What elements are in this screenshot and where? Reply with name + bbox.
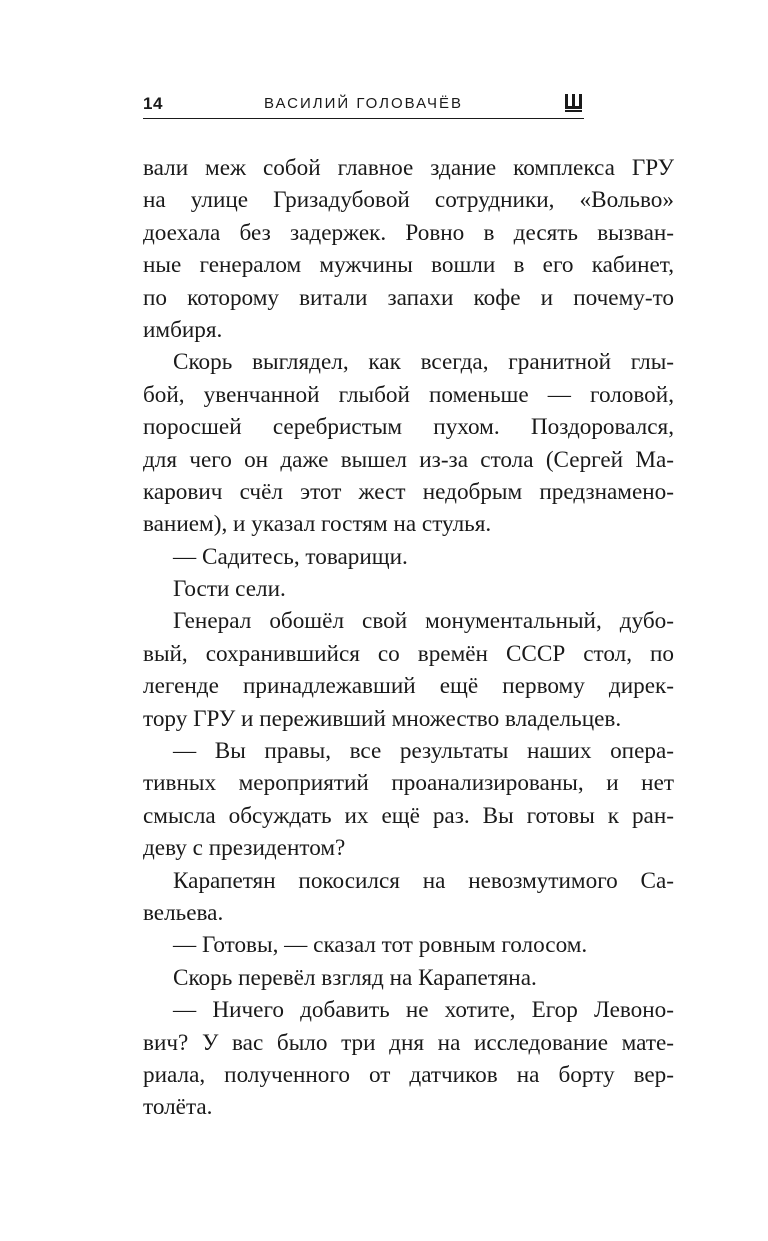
text-line: тору ГРУ и переживший множество владельцев. [143,705,622,732]
text-line: бой, увенчанной глыбой поменьше — головой, [143,381,674,408]
text-line: толёта. [143,1094,213,1121]
body-text [143,152,674,1124]
text-line: карович счёл этот жест недобрым предзнамено- [143,478,674,505]
text-line: доехала без задержек. Ровно в десять вызван- [143,219,674,246]
text-line: вый, сохранившийся со времён СССР стол, по [143,640,674,667]
text-line: — Садитесь, товарищи. [173,543,408,570]
running-header [143,90,584,119]
text-line: Карапетян покосился на невозмутимого Са- [173,867,674,894]
text-line: вич? У вас было три дня на исследование мате- [143,1029,674,1056]
text-line: легенде принадлежавший ещё первому дирек- [143,673,674,700]
text-line: — Вы правы, все результаты наших опера- [173,738,674,765]
text-line: ные генералом мужчины вошли в его кабинет, [143,252,674,279]
text-line: Скорь выглядел, как всегда, гранитной глы- [173,349,674,376]
text-line: смысла обсуждать их ещё раз. Вы готовы к ран- [143,802,674,829]
text-line: деву с президентом? [143,835,346,862]
text-line: — Ничего добавить не хотите, Егор Левоно- [173,997,674,1024]
publisher-logo-icon [564,92,584,112]
text-line: поросшей серебристым пухом. Поздоровался, [143,414,674,441]
text-line: Генерал обошёл свой монументальный, дубо- [173,608,674,635]
text-line: — Готовы, — сказал тот ровным голосом. [173,932,588,959]
text-line: тивных мероприятий проанализированы, и нет [143,770,674,797]
text-line: на улице Гризадубовой сотрудники, «Вольво» [143,187,674,214]
text-line: ванием), и указал гостям на стулья. [143,511,492,538]
page-number: 14 [143,94,163,113]
text-line: имбиря. [143,316,223,343]
text-line: по которому витали запахи кофе и почему-то [143,284,674,311]
text-line: вали меж собой главное здание комплекса ГРУ [143,155,674,181]
author-name: ВАСИЛИЙ ГОЛОВАЧЁВ [263,95,463,112]
text-line: Гости сели. [173,576,286,603]
text-line: Скорь перевёл взгляд на Карапетяна. [173,964,537,991]
text-line: риала, полученного от датчиков на борту вер- [143,1061,674,1088]
text-line: для чего он даже вышел из-за стола (Сергей Ма- [143,446,674,473]
text-line: вельева. [143,899,224,926]
